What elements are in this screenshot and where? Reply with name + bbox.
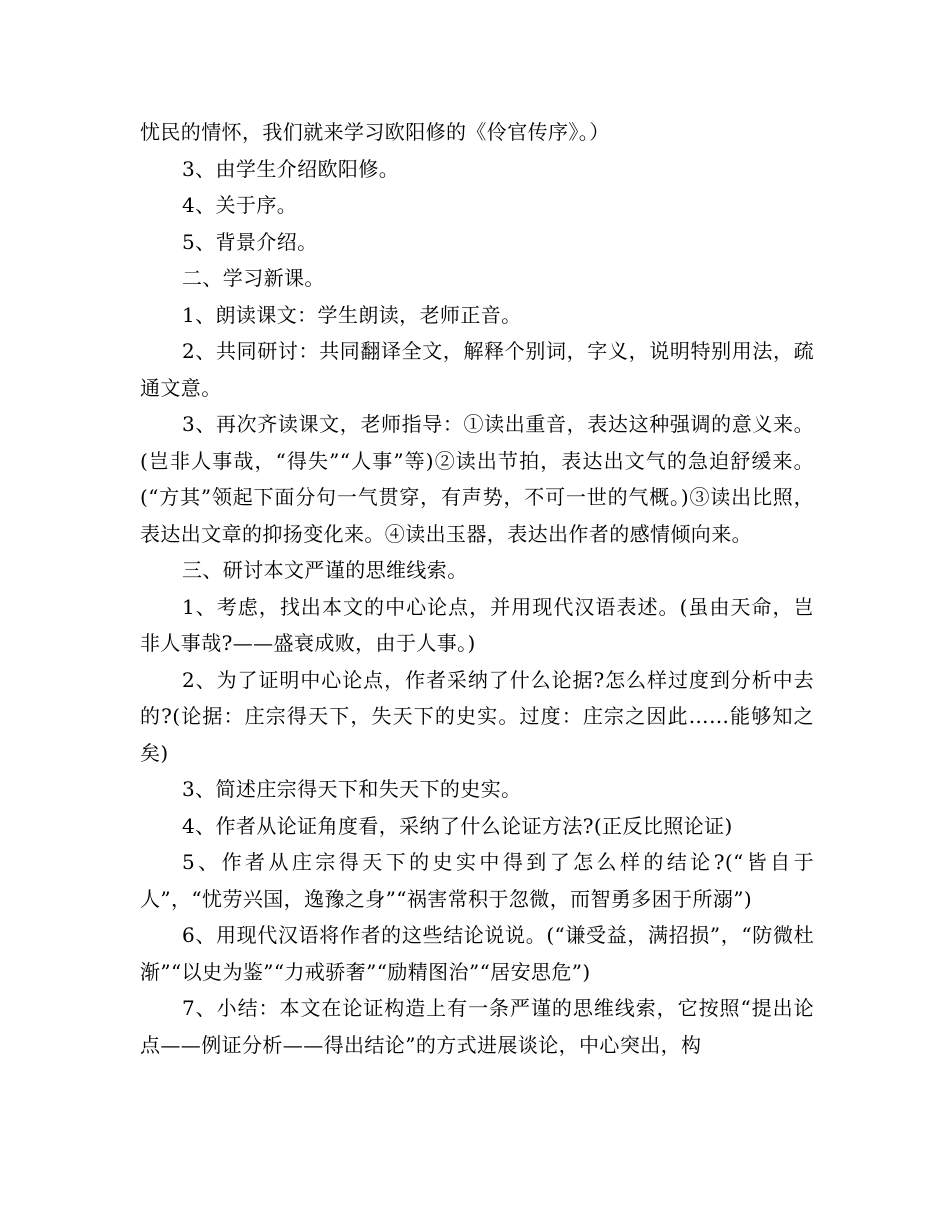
paragraph-read-aloud: 1、朗读课文：学生朗读，老师正音。: [182, 302, 522, 327]
paragraph-conclusions: 5、作者从庄宗得天下的史实中得到了怎么样的结论?(“皆自于人”，“忧劳兴国，逸豫之身”“祸害常积于忽微，而智勇多困于所溺”): [140, 850, 814, 911]
paragraph-historical-facts: 3、简述庄宗得天下和失天下的史实。: [182, 777, 522, 801]
section-heading-new-lesson: 二、学习新课。: [182, 266, 325, 290]
paragraph-evidence: 2、为了证明中心论点，作者采纳了什么论据?怎么样过度到分析中去的?(论据：庄宗得天下，失天下的史实。过度：庄宗之因此……能够知之矣): [140, 667, 814, 765]
paragraph-joint-study: 2、共同研讨：共同翻译全文，解释个别词，字义，说明特别用法，疏通文意。: [140, 339, 814, 400]
paragraph-summary: 7、小结：本文在论证构造上有一条严谨的思维线索，它按照“提出论点——例证分析——得出结论”的方式进展谈论，中心突出，构: [140, 996, 814, 1057]
paragraph-reading-guidance: 3、再次齐读课文，老师指导：①读出重音，表达这种强调的意义来。(岂非人事哉，“得失”“人事”等)②读出节拍，表达出文气的急迫舒缓来。(“方其”领起下面分句一气贯穿，有声势，不可一世的气概。)③读出比照，表达出文章的抑扬变化来。④读出玉器，表达出作者的感情倾向来。: [140, 412, 814, 546]
paragraph-continuation: 忧民的情怀，我们就来学习欧阳修的《伶官传序》。）: [140, 120, 610, 144]
paragraph-background: 5、背景介绍。: [182, 229, 318, 254]
paragraph-central-thesis: 1、考虑，找出本文的中心论点，并用现代汉语表述。(虽由天命，岂非人事哉?——盛衰成败，由于人事。): [140, 594, 814, 655]
paragraph-argument-method: 4、作者从论证角度看，采纳了什么论证方法?(正反比照论证): [182, 813, 733, 838]
paragraph-introduce-ouyangxiu: 3、由学生介绍欧阳修。: [182, 156, 400, 181]
section-heading-thinking-clue: 三、研讨本文严谨的思维线索。: [182, 558, 468, 582]
paragraph-modern-chinese: 6、用现代汉语将作者的这些结论说说。(“谦受益，满招损”，“防微杜渐”“以史为鉴”“力戒骄奢”“励精图治”“居安思危”): [140, 923, 814, 984]
body-text: [140, 114, 814, 1063]
paragraph-about-preface: 4、关于序。: [182, 193, 298, 217]
